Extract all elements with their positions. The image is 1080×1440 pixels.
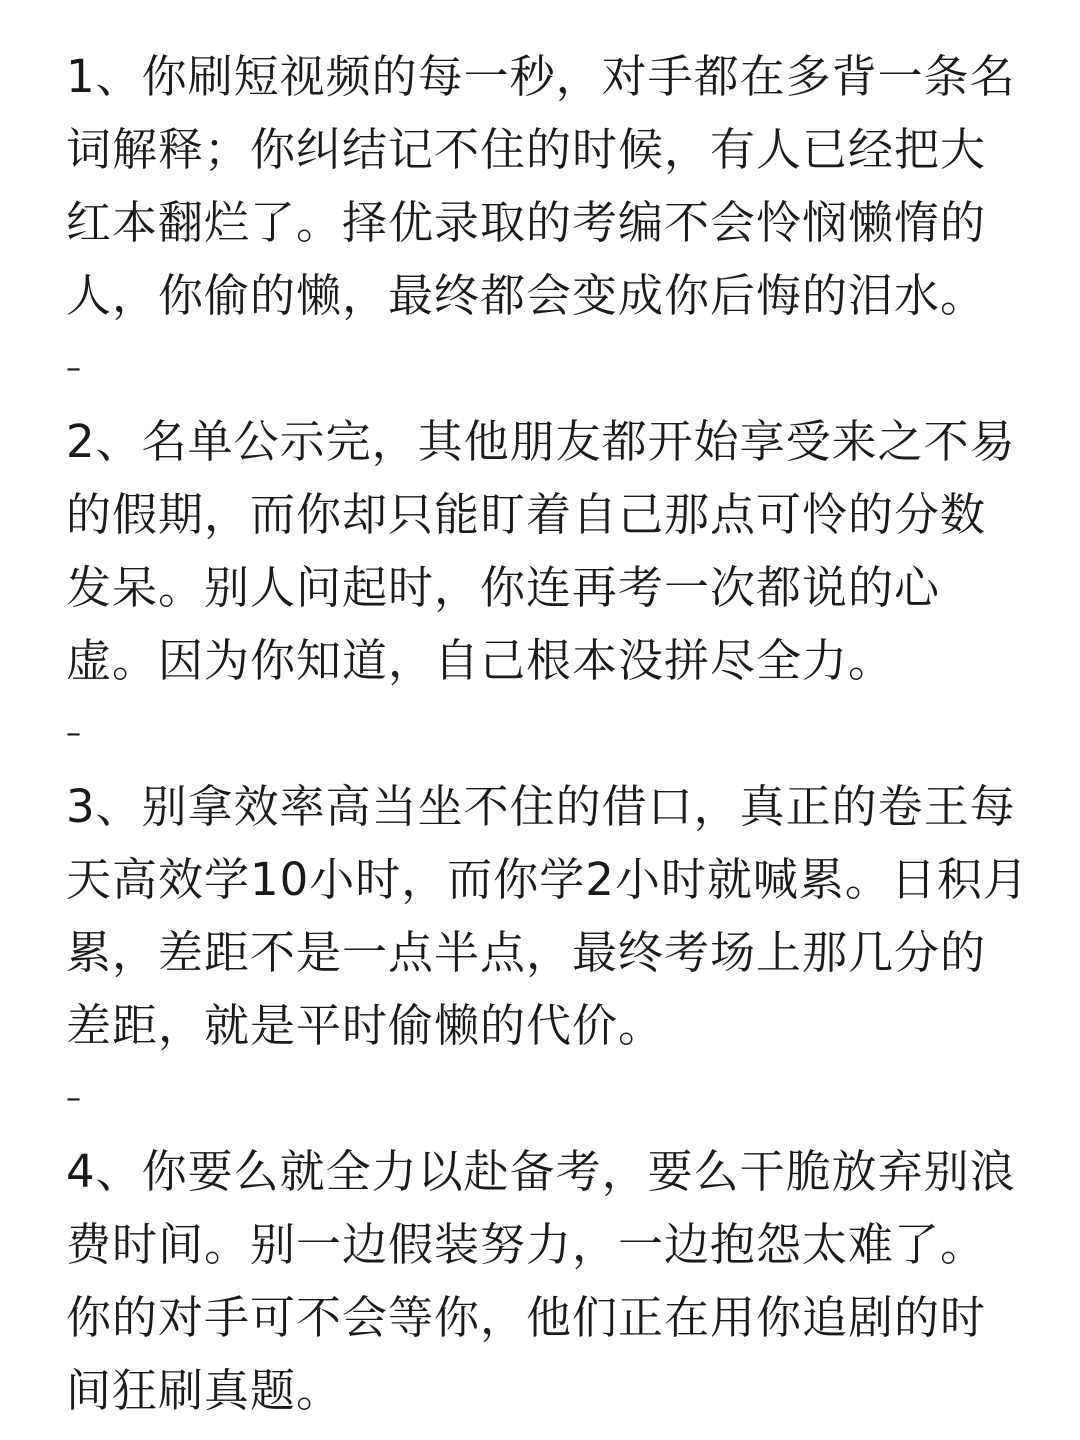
- text-line: 2、名单公示完，其他朋友都开始享受来之不易: [66, 415, 1016, 468]
- paragraph-2: [66, 405, 1026, 697]
- separator-dash: –: [66, 1081, 81, 1116]
- text-line: 人，你偷的懒，最终都会变成你后悔的泪水。: [66, 269, 987, 322]
- text-line: 的假期，而你却只能盯着自己那点可怜的分数: [66, 488, 987, 541]
- text-line: 1、你刷短视频的每一秒，对手都在多背一条名: [66, 50, 1016, 103]
- text-line: 词解释；你纠结记不住的时候，有人已经把大: [66, 123, 987, 176]
- text-line: 累，差距不是一点半点，最终考场上那几分的: [66, 926, 987, 979]
- text-line: 发呆。别人问起时，你连再考一次都说的心: [66, 561, 941, 614]
- text-line: 费时间。别一边假装努力，一边抱怨太难了。: [66, 1218, 987, 1271]
- text-line: 红本翻烂了。择优录取的考编不会怜悯懒惰的: [66, 196, 987, 249]
- text-line: 你的对手可不会等你，他们正在用你追剧的时: [66, 1291, 987, 1344]
- document-body: [66, 40, 1029, 1427]
- text-line: 天高效学10小时，而你学2小时就喊累。日积月: [66, 853, 1029, 906]
- text-line: 虚。因为你知道，自己根本没拼尽全力。: [66, 634, 895, 687]
- text-line: 3、别拿效率高当坐不住的借口，真正的卷王每: [66, 780, 1016, 833]
- paragraph-4: [66, 1135, 1026, 1427]
- text-line: 间狂刷真题。: [66, 1364, 343, 1417]
- separator-dash: –: [66, 716, 81, 751]
- separator-dash: –: [66, 351, 81, 386]
- text-line: 差距，就是平时偷懒的代价。: [66, 999, 665, 1052]
- paragraph-1: [66, 40, 1026, 332]
- text-line: 4、你要么就全力以赴备考，要么干脆放弃别浪: [66, 1145, 1016, 1198]
- paragraph-3: [66, 770, 1029, 1062]
